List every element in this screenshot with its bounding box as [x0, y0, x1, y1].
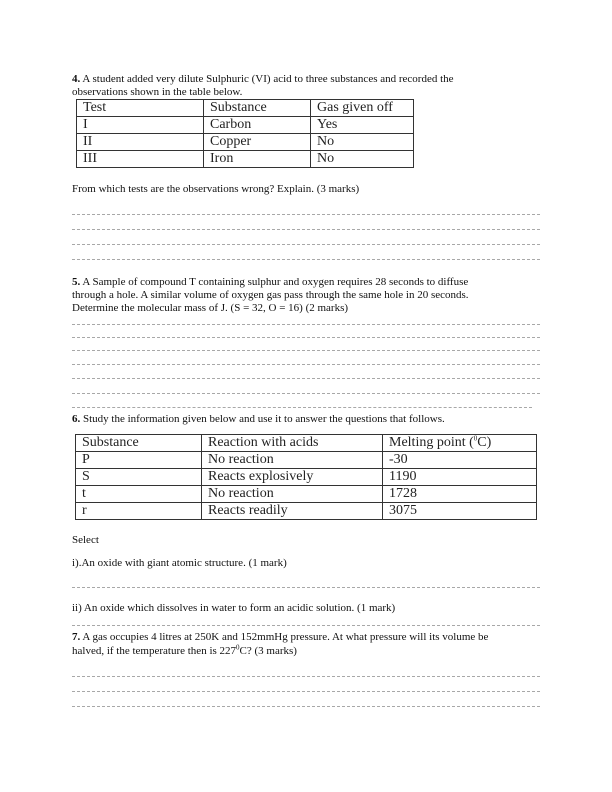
q5-text-line3: Determine the molecular mass of J. (S = 32, O = 16) (2 marks) [72, 302, 349, 314]
q6-select-label: Select [72, 534, 99, 546]
q6-part-ii: ii) An oxide which dissolves in water to form an acidic solution. (1 mark) [72, 602, 396, 614]
q7-answer-line-1[interactable] [72, 676, 540, 677]
table-row: S Reacts explosively 1190 [76, 469, 537, 486]
table-row: I Carbon Yes [77, 117, 414, 134]
q5-answer-line-6[interactable] [72, 393, 540, 394]
q5-answer-line-7[interactable] [72, 407, 532, 408]
q7-text-line2: halved, if the temperature then is $227^0C$? (3 marks) [72, 643, 297, 657]
q5-text-line2: through a hole. A similar volume of oxygen gas pass through the same hole in 20 seconds. [72, 289, 469, 301]
q4-answer-line-3[interactable] [72, 244, 540, 245]
q4-answer-line-1[interactable] [72, 214, 540, 215]
q4-header-substance: Substance [204, 100, 311, 117]
q5-answer-line-5[interactable] [72, 378, 540, 379]
table-row: III Iron No [77, 151, 414, 168]
q5-answer-line-1[interactable] [72, 324, 540, 325]
q5-text-line1: 5. A Sample of compound T containing sulphur and oxygen requires 28 seconds to diffuse [72, 276, 469, 288]
q4-number: 4. [72, 73, 81, 85]
q6-table-header [76, 435, 537, 452]
table-row: t No reaction 1728 [76, 486, 537, 503]
q5-answer-line-2[interactable] [72, 337, 540, 338]
q4-prompt: From which tests are the observations wrong? Explain. (3 marks) [72, 183, 360, 195]
q4-text-line2: observations shown in the table below. [72, 86, 243, 98]
q6-text-line1: 6. Study the information given below and use it to answer the questions that follows. [72, 413, 445, 425]
q5-answer-line-3[interactable] [72, 350, 540, 351]
q6-header-melting-point: Melting point ($^0$C) [383, 435, 537, 452]
q4-header-gas: Gas given off [311, 100, 414, 117]
q7-number: 7. [72, 631, 81, 643]
q6-number: 6. [72, 413, 81, 425]
q4-table [76, 99, 414, 168]
q6-header-substance: Substance [76, 435, 202, 452]
q7-answer-line-3[interactable] [72, 706, 540, 707]
q5-answer-line-4[interactable] [72, 364, 540, 365]
q4-text-line1: 4. A student added very dilute Sulphuric (VI) acid to three substances and recorded the [72, 73, 454, 85]
q7-answer-line-2[interactable] [72, 691, 540, 692]
q4-header-test: Test [77, 100, 204, 117]
q6-part-i: i).An oxide with giant atomic structure. (1 mark) [72, 557, 287, 569]
q4-table-header [77, 100, 414, 117]
q4-answer-line-4[interactable] [72, 259, 540, 260]
table-row: r Reacts readily 3075 [76, 503, 537, 520]
q6-header-reaction: Reaction with acids [202, 435, 383, 452]
q7-text-line1: 7. A gas occupies 4 litres at 250K and 152mmHg pressure. At what pressure will its volume be [72, 631, 489, 643]
q4-answer-line-2[interactable] [72, 229, 540, 230]
table-row: II Copper No [77, 134, 414, 151]
q5-number: 5. [72, 276, 81, 288]
q6-part-i-answer-line[interactable] [72, 587, 540, 588]
q6-table [75, 434, 537, 520]
table-row: P No reaction -30 [76, 452, 537, 469]
q6-part-ii-answer-line[interactable] [72, 625, 540, 626]
